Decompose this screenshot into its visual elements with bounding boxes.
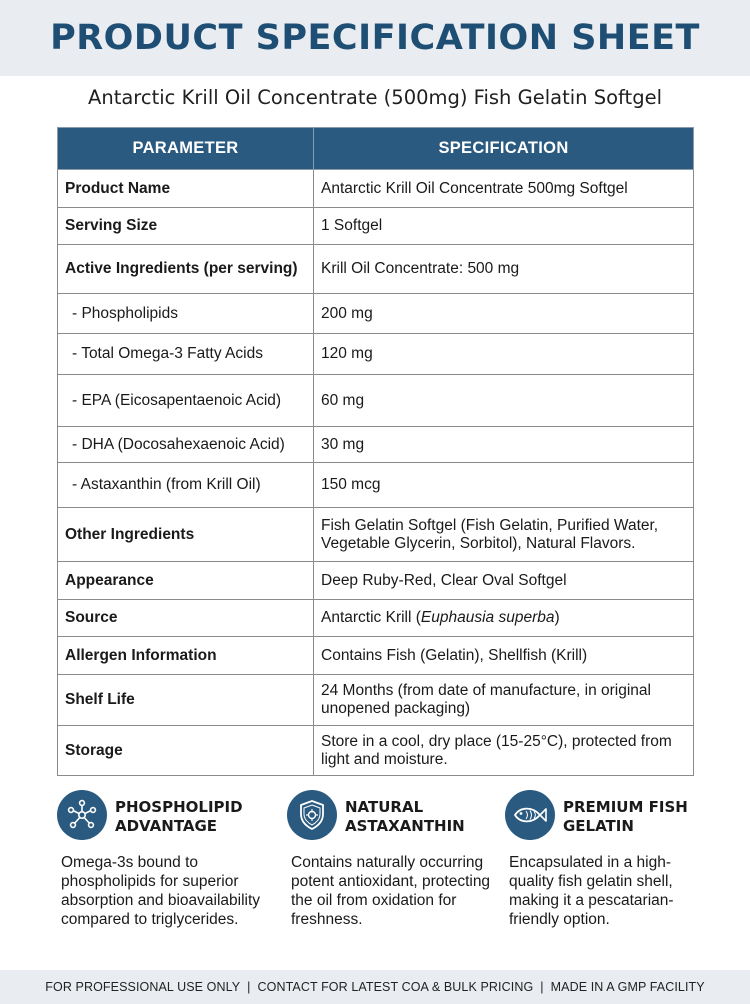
row-parameter: Shelf Life bbox=[58, 675, 314, 726]
table-row bbox=[58, 334, 694, 375]
footer-separator: | bbox=[540, 980, 544, 994]
row-parameter: Serving Size bbox=[58, 208, 314, 245]
row-specification: Antarctic Krill Oil Concentrate 500mg Softgel bbox=[314, 170, 694, 208]
table-row bbox=[58, 726, 694, 776]
row-specification: Krill Oil Concentrate: 500 mg bbox=[314, 245, 694, 294]
table-row bbox=[58, 600, 694, 637]
header-band bbox=[0, 0, 750, 76]
table-row bbox=[58, 562, 694, 600]
row-parameter: Storage bbox=[58, 726, 314, 776]
table-row bbox=[58, 170, 694, 208]
table-row bbox=[58, 637, 694, 675]
molecule-icon bbox=[57, 790, 107, 840]
row-specification: Contains Fish (Gelatin), Shellfish (Krill) bbox=[314, 637, 694, 675]
row-parameter: - EPA (Eicosapentaenoic Acid) bbox=[58, 375, 314, 427]
footer-item: MADE IN A GMP FACILITY bbox=[550, 980, 705, 994]
page-title: PRODUCT SPECIFICATION SHEET bbox=[50, 18, 700, 58]
row-specification: 24 Months (from date of manufacture, in original unopened packaging) bbox=[314, 675, 694, 726]
row-specification: 200 mg bbox=[314, 294, 694, 334]
table-row bbox=[58, 294, 694, 334]
table-row bbox=[58, 675, 694, 726]
table-row bbox=[58, 245, 694, 294]
table-row bbox=[58, 508, 694, 562]
row-parameter: - DHA (Docosahexaenoic Acid) bbox=[58, 427, 314, 463]
footer-item: FOR PROFESSIONAL USE ONLY bbox=[45, 980, 241, 994]
feature-description: Contains naturally occurring potent antioxidant, protecting the oil from oxidation for freshness. bbox=[291, 854, 491, 928]
row-parameter: - Total Omega-3 Fatty Acids bbox=[58, 334, 314, 375]
row-parameter: Product Name bbox=[58, 170, 314, 208]
row-parameter: Active Ingredients (per serving) bbox=[58, 245, 314, 294]
feature-title: PREMIUM FISH GELATIN bbox=[563, 798, 688, 835]
table-row bbox=[58, 427, 694, 463]
product-subtitle: Antarctic Krill Oil Concentrate (500mg) Fish Gelatin Softgel bbox=[88, 86, 662, 109]
source-text-end: ) bbox=[554, 609, 560, 626]
row-parameter: Allergen Information bbox=[58, 637, 314, 675]
feature-description: Encapsulated in a high-quality fish gelatin shell, making it a pescatarian-friendly option. bbox=[509, 854, 674, 928]
feature-description: Omega-3s bound to phospholipids for superior absorption and bioavailability compared to triglycerides. bbox=[61, 854, 261, 928]
row-specification: Store in a cool, dry place (15-25°C), protected from light and moisture. bbox=[314, 726, 694, 776]
row-parameter: - Astaxanthin (from Krill Oil) bbox=[58, 463, 314, 508]
source-species: Euphausia superba bbox=[420, 609, 555, 626]
row-parameter: Other Ingredients bbox=[58, 508, 314, 562]
specification-table bbox=[57, 127, 694, 776]
column-header-parameter: PARAMETER bbox=[58, 128, 314, 170]
row-specification: 150 mcg bbox=[314, 463, 694, 508]
footer-item: CONTACT FOR LATEST COA & BULK PRICING bbox=[257, 980, 534, 994]
column-header-specification: SPECIFICATION bbox=[314, 128, 694, 170]
footer-bar bbox=[0, 970, 750, 1004]
row-specification: Deep Ruby-Red, Clear Oval Softgel bbox=[314, 562, 694, 600]
table-row bbox=[58, 375, 694, 427]
row-parameter: - Phospholipids bbox=[58, 294, 314, 334]
row-specification: 1 Softgel bbox=[314, 208, 694, 245]
shield-icon bbox=[287, 790, 337, 840]
footer-separator: | bbox=[247, 980, 251, 994]
feature-title: PHOSPHOLIPID ADVANTAGE bbox=[115, 798, 243, 835]
table-row bbox=[58, 208, 694, 245]
table-row bbox=[58, 463, 694, 508]
row-specification: Fish Gelatin Softgel (Fish Gelatin, Purified Water, Vegetable Glycerin, Sorbitol), Natural Flavors. bbox=[314, 508, 694, 562]
source-text: Antarctic Krill ( bbox=[321, 609, 421, 626]
table-header-row bbox=[58, 128, 694, 170]
row-specification: 60 mg bbox=[314, 375, 694, 427]
row-parameter: Source bbox=[58, 600, 314, 637]
row-specification: 120 mg bbox=[314, 334, 694, 375]
fish-icon bbox=[505, 790, 555, 840]
row-specification bbox=[314, 600, 694, 637]
row-specification: 30 mg bbox=[314, 427, 694, 463]
feature-title: NATURAL ASTAXANTHIN bbox=[345, 798, 465, 835]
row-parameter: Appearance bbox=[58, 562, 314, 600]
